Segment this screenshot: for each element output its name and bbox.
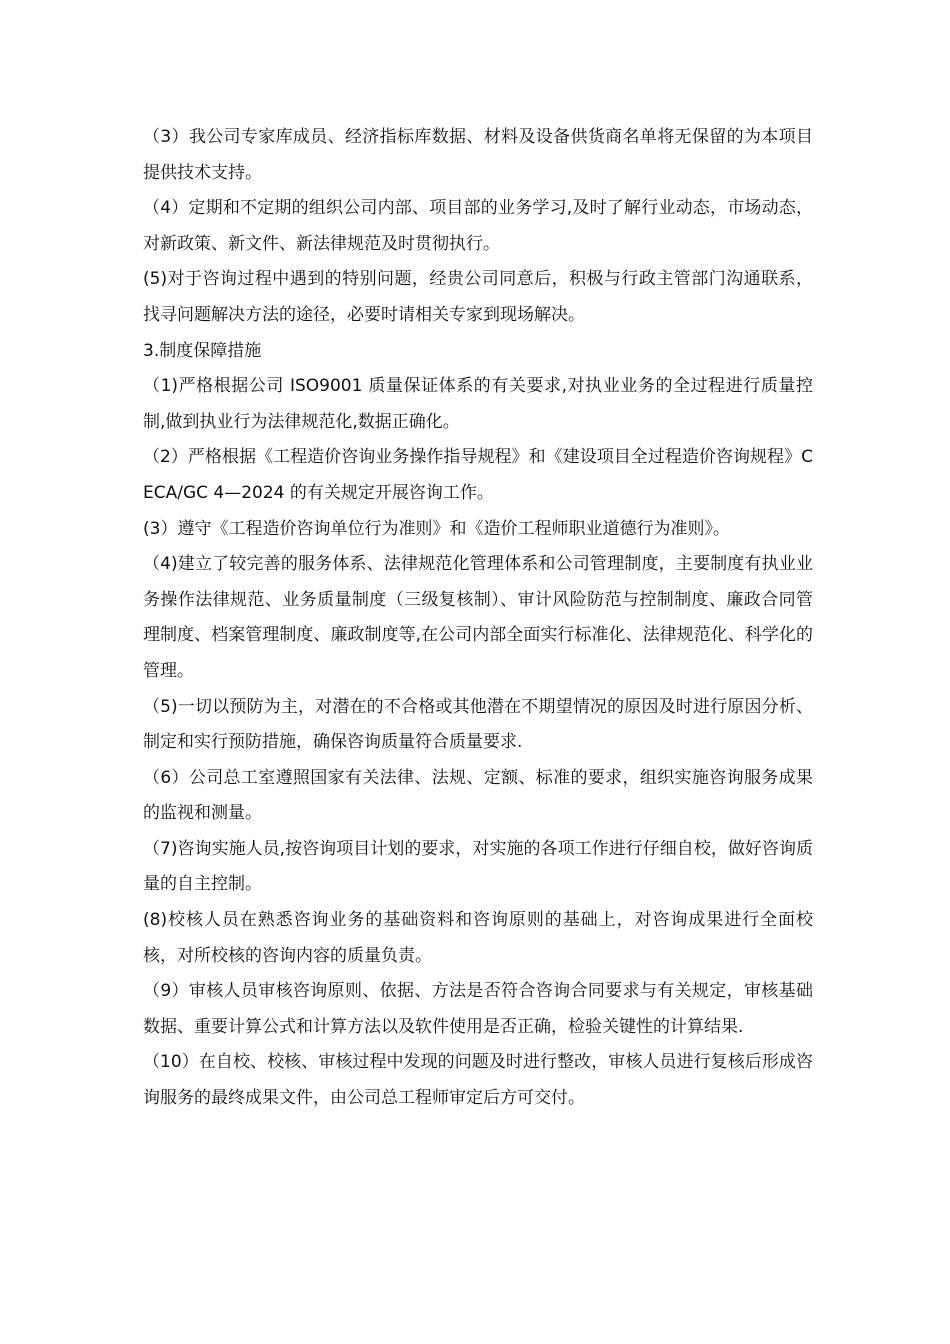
paragraph: （4)建立了较完善的服务体系、法律规范化管理体系和公司管理制度，主要制度有执业业务操作法律规范、业务质量制度（三级复核制）、审计风险防范与控制制度、廉政合同管理制度、档案管理制度、廉政制度等,在公司内部全面实行标准化、法律规范化、科学化的管理。 [143,554,813,681]
paragraph: (5)对于咨询过程中遇到的特别问题，经贵公司同意后，积极与行政主管部门沟通联系，找寻问题解决方法的途径，必要时请相关专家到现场解决。 [143,269,813,325]
paragraph: （7)咨询实施人员,按咨询项目计划的要求，对实施的各项工作进行仔细自校，做好咨询质量的自主控制。 [143,838,813,895]
paragraph: （2）严格根据《工程造价咨询业务操作指导规程》和《建设项目全过程造价咨询规程》CECA/GC 4—2024 的有关规定开展咨询工作。 [143,447,813,503]
paragraph: （10）在自校、校核、审核过程中发现的问题及时进行整改，审核人员进行复核后形成咨询服务的最终成果文件，由公司总工程师审定后方可交付。 [143,1052,813,1109]
paragraph: （4）定期和不定期的组织公司内部、项目部的业务学习,及时了解行业动态，市场动态，对新政策、新文件、新法律规范及时贯彻执行。 [143,198,813,254]
section-heading: 3.制度保障措施 [143,340,262,361]
paragraph: （3）我公司专家库成员、经济指标库数据、材料及设备供货商名单将无保留的为本项目提供技术支持。 [143,127,813,183]
paragraph: （9）审核人员审核咨询原则、依据、方法是否符合咨询合同要求与有关规定，审核基础数据、重要计算公式和计算方法以及软件使用是否正确，检验关键性的计算结果. [143,981,813,1037]
document-body [143,120,813,1117]
paragraph: (8)校核人员在熟悉咨询业务的基础资料和咨询原则的基础上，对咨询成果进行全面校核，对所校核的咨询内容的质量负责。 [143,910,813,966]
paragraph: （6）公司总工室遵照国家有关法律、法规、定额、标准的要求，组织实施咨询服务成果的监视和测量。 [143,767,813,824]
paragraph: (3）遵守《工程造价咨询单位行为准则》和《造价工程师职业道德行为准则》。 [143,518,730,539]
paragraph: （5)一切以预防为主，对潜在的不合格或其他潜在不期望情况的原因及时进行原因分析、制定和实行预防措施，确保咨询质量符合质量要求. [143,696,813,753]
paragraph: （1)严格根据公司 ISO9001 质量保证体系的有关要求,对执业业务的全过程进行质量控制,做到执业行为法律规范化,数据正确化。 [143,376,813,432]
